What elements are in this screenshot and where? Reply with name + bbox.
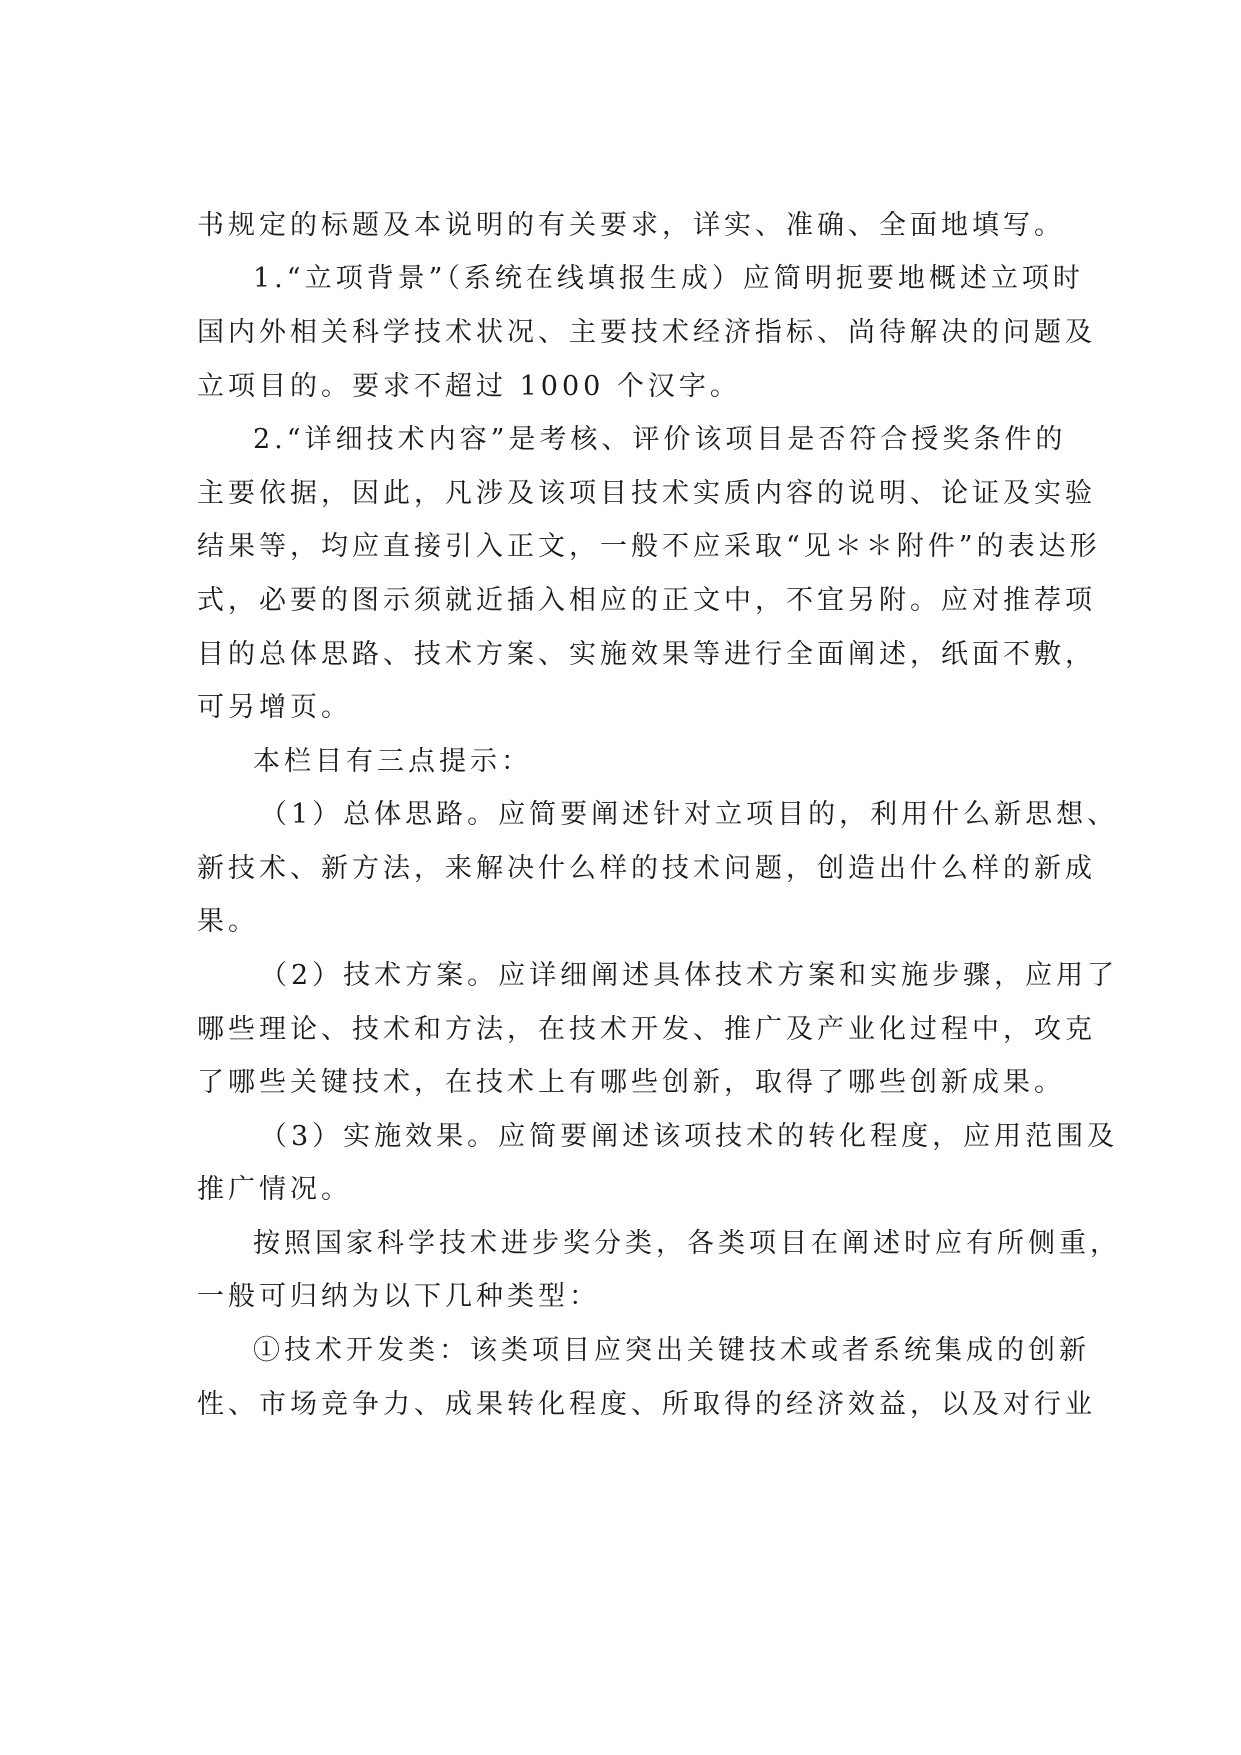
- item-1-line-1: 1.“立项背景”（系统在线填报生成）应简明扼要地概述立项时: [253, 263, 1084, 294]
- text-line-continuation: 书规定的标题及本说明的有关要求，详实、准确、全面地填写。: [197, 210, 1065, 241]
- tip-3-line-1: （3）实施效果。应简要阐述该项技术的转化程度，应用范围及: [260, 1121, 1119, 1152]
- item-2-line-5: 目的总体思路、技术方案、实施效果等进行全面阐述，纸面不敷，: [197, 639, 1096, 670]
- tip-3-line-2: 推广情况。: [197, 1174, 352, 1205]
- category-intro-line-1: 按照国家科学技术进步奖分类，各类项目在阐述时应有所侧重，: [253, 1228, 1121, 1259]
- tips-heading: 本栏目有三点提示：: [253, 746, 532, 777]
- tip-1-line-1: （1）总体思路。应简要阐述针对立项目的，利用什么新思想、: [260, 799, 1119, 830]
- item-2-line-1: 2.“详细技术内容”是考核、评价该项目是否符合授奖条件的: [253, 424, 1067, 455]
- category-1-line-1: ①技术开发类：该类项目应突出关键技术或者系统集成的创新: [253, 1335, 1090, 1366]
- category-1-line-2: 性、市场竞争力、成果转化程度、所取得的经济效益，以及对行业: [197, 1389, 1096, 1420]
- item-2-line-4: 式，必要的图示须就近插入相应的正文中，不宜另附。应对推荐项: [197, 585, 1096, 616]
- item-1-line-3: 立项目的。要求不超过 1000 个汉字。: [197, 371, 741, 402]
- tip-2-line-2: 哪些理论、技术和方法，在技术开发、推广及产业化过程中，攻克: [197, 1014, 1096, 1045]
- item-2-line-2: 主要依据，因此，凡涉及该项目技术实质内容的说明、论证及实验: [197, 478, 1096, 509]
- item-1-line-2: 国内外相关科学技术状况、主要技术经济指标、尚待解决的问题及: [197, 317, 1096, 348]
- item-2-line-6: 可另增页。: [197, 692, 352, 723]
- tip-1-line-3: 果。: [197, 906, 259, 937]
- category-intro-line-2: 一般可归纳为以下几种类型：: [197, 1281, 600, 1312]
- item-2-line-3: 结果等，均应直接引入正文，一般不应采取“见＊＊附件”的表达形: [197, 531, 1101, 562]
- tip-2-line-1: （2）技术方案。应详细阐述具体技术方案和实施步骤，应用了: [260, 960, 1119, 991]
- tip-2-line-3: 了哪些关键技术，在技术上有哪些创新，取得了哪些创新成果。: [197, 1067, 1065, 1098]
- tip-1-line-2: 新技术、新方法，来解决什么样的技术问题，创造出什么样的新成: [197, 853, 1096, 884]
